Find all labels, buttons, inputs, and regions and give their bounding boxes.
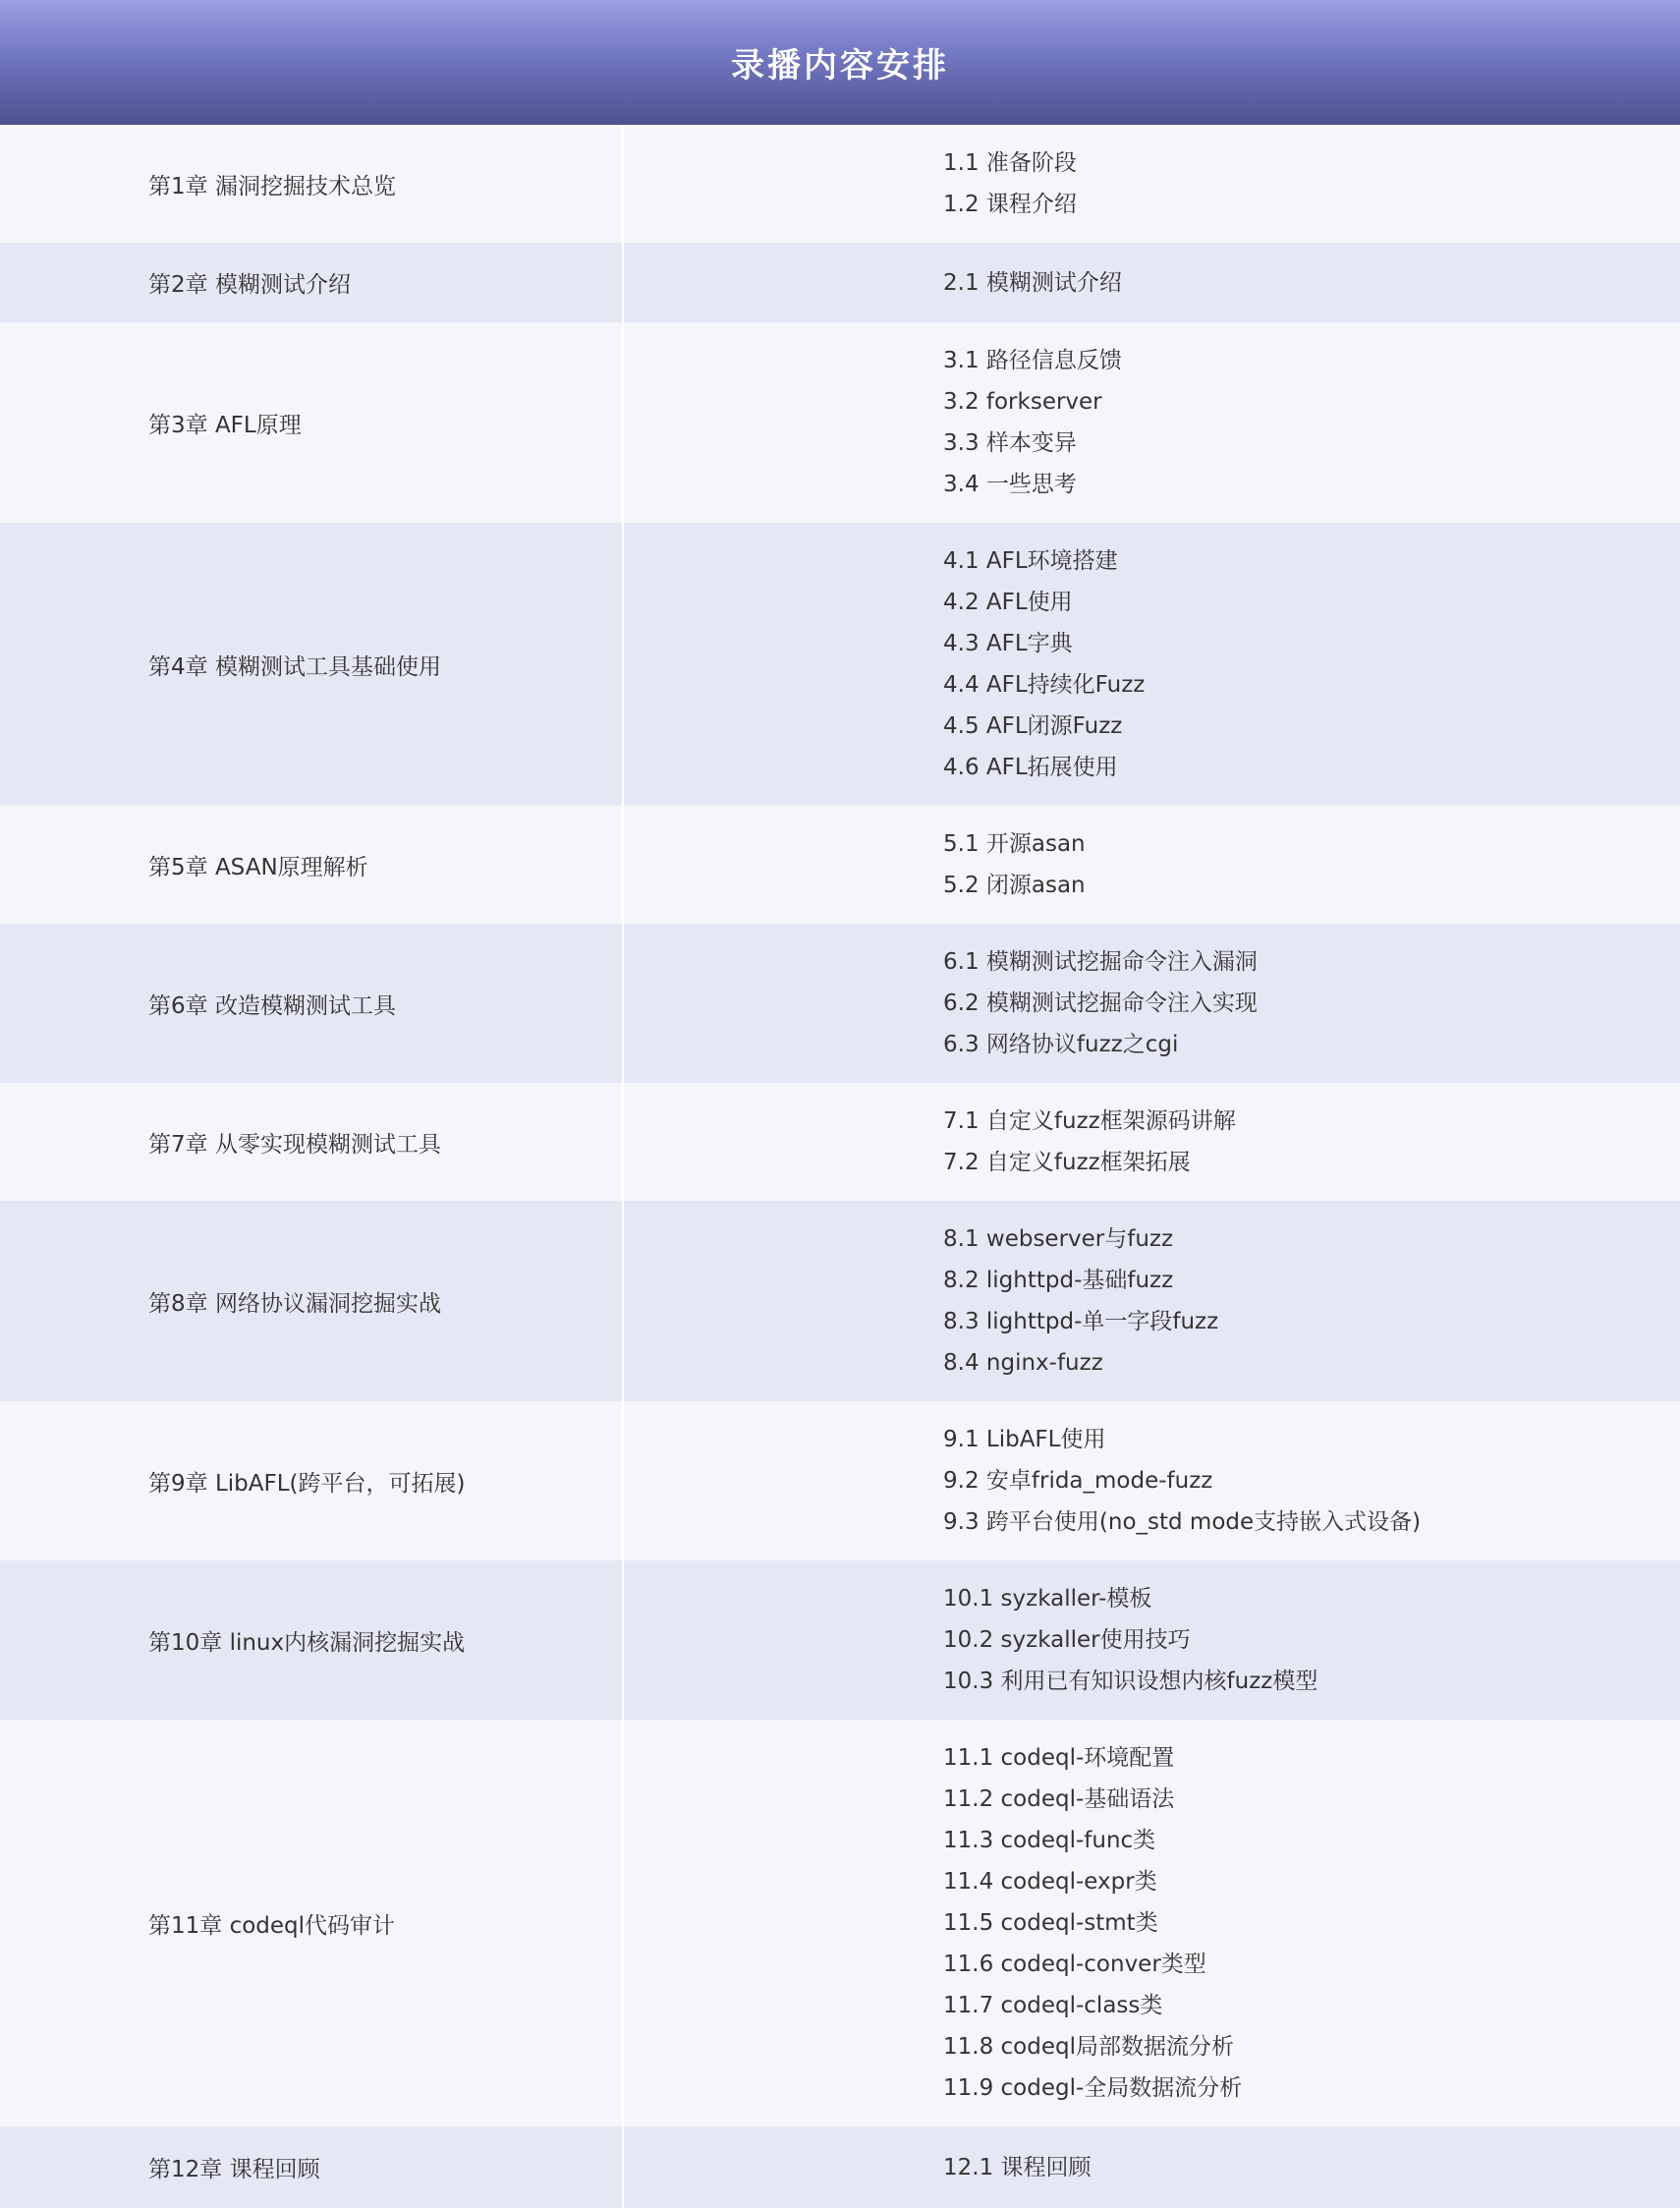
chapter-title: 第9章 LibAFL(跨平台，可拓展)	[148, 1470, 466, 1497]
section-item: 10.1 syzkaller-模板	[943, 1586, 1152, 1612]
section-item: 7.2 自定义fuzz框架拓展	[943, 1150, 1191, 1175]
chapter-title: 第4章 模糊测试工具基础使用	[148, 653, 441, 680]
chapter-cell	[0, 1201, 624, 1401]
section-item: 9.1 LibAFL使用	[943, 1427, 1106, 1452]
section-item: 9.3 跨平台使用(no_std mode支持嵌入式设备)	[943, 1509, 1422, 1535]
section-item: 8.2 lighttpd-基础fuzz	[943, 1268, 1174, 1293]
chapter-title: 第5章 ASAN原理解析	[148, 854, 368, 880]
table-row	[0, 243, 1680, 322]
chapter-cell	[0, 322, 624, 523]
section-item: 10.3 利用已有知识设想内核fuzz模型	[943, 1669, 1318, 1694]
section-item: 1.2 课程介绍	[943, 192, 1077, 217]
table-row	[0, 1201, 1680, 1401]
section-item: 4.5 AFL闭源Fuzz	[943, 713, 1123, 739]
schedule-header	[0, 0, 1680, 125]
section-item: 11.8 codeql局部数据流分析	[943, 2034, 1234, 2060]
section-item: 8.3 lighttpd-单一字段fuzz	[943, 1309, 1219, 1334]
section-item: 6.3 网络协议fuzz之cgi	[943, 1032, 1179, 1057]
table-row	[0, 2126, 1680, 2208]
chapter-title: 第7章 从零实现模糊测试工具	[148, 1131, 441, 1158]
page-title: 录播内容安排	[731, 45, 949, 85]
sections-cell	[624, 806, 1680, 924]
section-item: 4.1 AFL环境搭建	[943, 548, 1118, 574]
section-item: 3.3 样本变异	[943, 430, 1077, 456]
section-item: 4.2 AFL使用	[943, 590, 1073, 615]
section-item: 6.1 模糊测试挖掘命令注入漏洞	[943, 949, 1258, 975]
chapter-title: 第3章 AFL原理	[148, 412, 302, 438]
chapter-cell	[0, 125, 624, 243]
chapter-cell	[0, 1560, 624, 1720]
schedule-table	[0, 125, 1680, 2208]
table-row	[0, 523, 1680, 806]
section-item: 11.5 codeql-stmt类	[943, 1910, 1158, 1936]
section-item: 11.1 codeql-环境配置	[943, 1745, 1175, 1771]
section-item: 11.7 codeql-class类	[943, 1993, 1163, 2018]
section-item: 3.1 路径信息反馈	[943, 348, 1122, 373]
chapter-title: 第12章 课程回顾	[148, 2157, 320, 2182]
sections-cell	[624, 1720, 1680, 2126]
section-item: 4.4 AFL持续化Fuzz	[943, 672, 1146, 698]
chapter-cell	[0, 2126, 624, 2208]
section-item: 3.4 一些思考	[943, 472, 1077, 497]
sections-cell	[624, 1560, 1680, 1720]
table-row	[0, 1560, 1680, 1720]
section-item: 3.2 forkserver	[943, 389, 1102, 415]
table-row	[0, 1720, 1680, 2126]
table-row	[0, 322, 1680, 523]
table-row	[0, 1083, 1680, 1201]
sections-cell	[624, 924, 1680, 1083]
sections-cell	[624, 1083, 1680, 1201]
sections-cell	[624, 243, 1680, 322]
chapter-cell	[0, 523, 624, 806]
chapter-title: 第2章 模糊测试介绍	[148, 272, 351, 298]
section-item: 11.6 codeql-conver类型	[943, 1952, 1206, 1977]
table-row	[0, 125, 1680, 243]
section-item: 9.2 安卓frida_mode-fuzz	[943, 1468, 1213, 1494]
section-item: 11.4 codeql-expr类	[943, 1869, 1157, 1895]
section-item: 11.9 codegl-全局数据流分析	[943, 2075, 1243, 2101]
section-item: 12.1 课程回顾	[943, 2154, 1092, 2180]
chapter-title: 第11章 codeql代码审计	[148, 1912, 396, 1939]
section-item: 8.4 nginx-fuzz	[943, 1350, 1103, 1376]
chapter-title: 第8章 网络协议漏洞挖掘实战	[148, 1290, 441, 1317]
sections-cell	[624, 523, 1680, 806]
table-row	[0, 924, 1680, 1083]
sections-cell	[624, 1401, 1680, 1560]
section-item: 5.1 开源asan	[943, 831, 1086, 857]
chapter-cell	[0, 1720, 624, 2126]
section-item: 11.2 codeql-基础语法	[943, 1786, 1175, 1812]
chapter-cell	[0, 806, 624, 924]
table-row	[0, 1401, 1680, 1560]
section-item: 8.1 webserver与fuzz	[943, 1226, 1174, 1252]
chapter-cell	[0, 243, 624, 322]
section-item: 7.1 自定义fuzz框架源码讲解	[943, 1108, 1236, 1134]
chapter-cell	[0, 1401, 624, 1560]
section-item: 10.2 syzkaller使用技巧	[943, 1627, 1191, 1653]
sections-cell	[624, 322, 1680, 523]
chapter-cell	[0, 1083, 624, 1201]
section-item: 2.1 模糊测试介绍	[943, 269, 1122, 296]
chapter-cell	[0, 924, 624, 1083]
chapter-title: 第10章 linux内核漏洞挖掘实战	[148, 1629, 466, 1656]
chapter-title: 第1章 漏洞挖掘技术总览	[148, 173, 396, 199]
chapter-title: 第6章 改造模糊测试工具	[148, 992, 396, 1019]
sections-cell	[624, 125, 1680, 243]
section-item: 4.6 AFL拓展使用	[943, 755, 1118, 780]
section-item: 5.2 闭源asan	[943, 873, 1086, 898]
section-item: 4.3 AFL字典	[943, 631, 1073, 656]
sections-cell	[624, 1201, 1680, 1401]
sections-cell	[624, 2126, 1680, 2208]
section-item: 1.1 准备阶段	[943, 150, 1077, 176]
table-row	[0, 806, 1680, 924]
section-item: 11.3 codeql-func类	[943, 1828, 1156, 1853]
section-item: 6.2 模糊测试挖掘命令注入实现	[943, 991, 1258, 1016]
